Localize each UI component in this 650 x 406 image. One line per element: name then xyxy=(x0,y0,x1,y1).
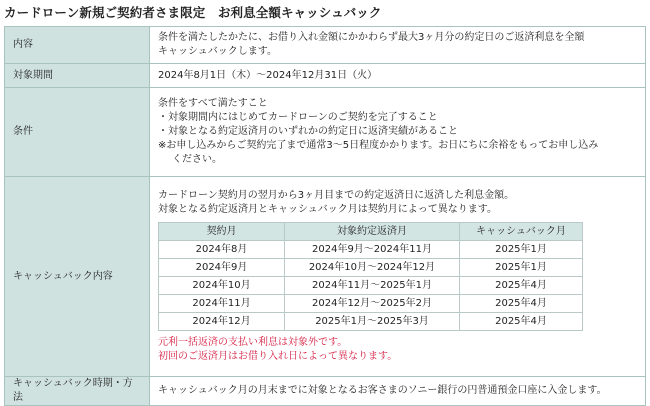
cashback-month-cell: 2025年4月 xyxy=(460,277,583,295)
table-row xyxy=(159,241,583,259)
cashback-label: キャッシュバック内容 xyxy=(5,177,150,377)
conditions-row xyxy=(5,88,646,177)
contract-month-cell: 2024年10月 xyxy=(159,277,285,295)
repayment-months-cell: 2024年12月～2025年2月 xyxy=(285,295,460,313)
repayment-months-cell: 2024年11月～2025年1月 xyxy=(285,277,460,295)
content-value xyxy=(150,27,646,64)
cashback-value xyxy=(150,177,646,377)
timing-value: キャッシュバック月の月末までに対象となるお客さまのソニー銀行の円普通預金口座に入金します。 xyxy=(150,377,646,406)
table-row xyxy=(159,277,583,295)
table-row xyxy=(159,259,583,277)
contract-month-cell: 2024年8月 xyxy=(159,241,285,259)
cashback-row xyxy=(5,177,646,377)
cashback-month-cell: 2025年1月 xyxy=(460,259,583,277)
period-label: 対象期間 xyxy=(5,64,150,88)
conditions-intro: 条件をすべて満たすこと xyxy=(158,98,268,109)
contract-month-cell: 2024年12月 xyxy=(159,313,285,331)
conditions-note: ※お申し込みからご契約完了まで通常3～5日程度かかります。お日にちに余裕をもってお申し込み xyxy=(158,140,599,151)
header-cashback-month: キャッシュバック月 xyxy=(460,223,583,241)
condition-item: ・対象となる約定返済月のいずれかの約定日に返済実績があること xyxy=(158,126,458,137)
table-row xyxy=(159,295,583,313)
timing-row xyxy=(5,377,646,406)
cashback-note: 元利一括返済の支払い利息は対象外です。 xyxy=(158,337,348,348)
header-contract-month: 契約月 xyxy=(159,223,285,241)
campaign-table xyxy=(4,26,646,406)
content-line: 条件を満たしたかたに、お借り入れ金額にかかわらず最大3ヶ月分の約定日のご返済利息を全額 xyxy=(158,32,585,43)
period-value: 2024年8月1日（木）～2024年12月31日（火） xyxy=(150,64,646,88)
schedule-header-row xyxy=(159,223,583,241)
page-title: カードローン新規ご契約者さま限定 お利息全額キャッシュバック xyxy=(4,5,382,20)
conditions-label: 条件 xyxy=(5,88,150,177)
repayment-months-cell: 2024年10月～2024年12月 xyxy=(285,259,460,277)
condition-item: ・対象期間内にはじめてカードローンのご契約を完了すること xyxy=(158,112,438,123)
cashback-desc: カードローン契約月の翌月から3ヶ月目までの約定返済日に返済した利息金額。 xyxy=(158,190,515,201)
cashback-desc: 対象となる約定返済月とキャッシュバック月は契約月によって異なります。 xyxy=(158,204,497,215)
table-row xyxy=(159,313,583,331)
period-row xyxy=(5,64,646,88)
cashback-month-cell: 2025年1月 xyxy=(460,241,583,259)
repayment-months-cell: 2025年1月～2025年3月 xyxy=(285,313,460,331)
conditions-note-cont: ください。 xyxy=(172,154,222,165)
conditions-value xyxy=(150,88,646,177)
content-label: 内容 xyxy=(5,27,150,64)
contract-month-cell: 2024年9月 xyxy=(159,259,285,277)
header-repayment-months: 対象約定返済月 xyxy=(285,223,460,241)
cashback-month-cell: 2025年4月 xyxy=(460,313,583,331)
cashback-schedule-table xyxy=(158,222,583,331)
timing-label: キャッシュバック時期・方法 xyxy=(5,377,150,406)
repayment-months-cell: 2024年9月～2024年11月 xyxy=(285,241,460,259)
cashback-month-cell: 2025年4月 xyxy=(460,295,583,313)
cashback-note: 初回のご返済月はお借り入れ日によって異なります。 xyxy=(158,351,398,362)
contract-month-cell: 2024年11月 xyxy=(159,295,285,313)
content-row xyxy=(5,27,646,64)
content-line: キャッシュバックします。 xyxy=(158,46,277,57)
